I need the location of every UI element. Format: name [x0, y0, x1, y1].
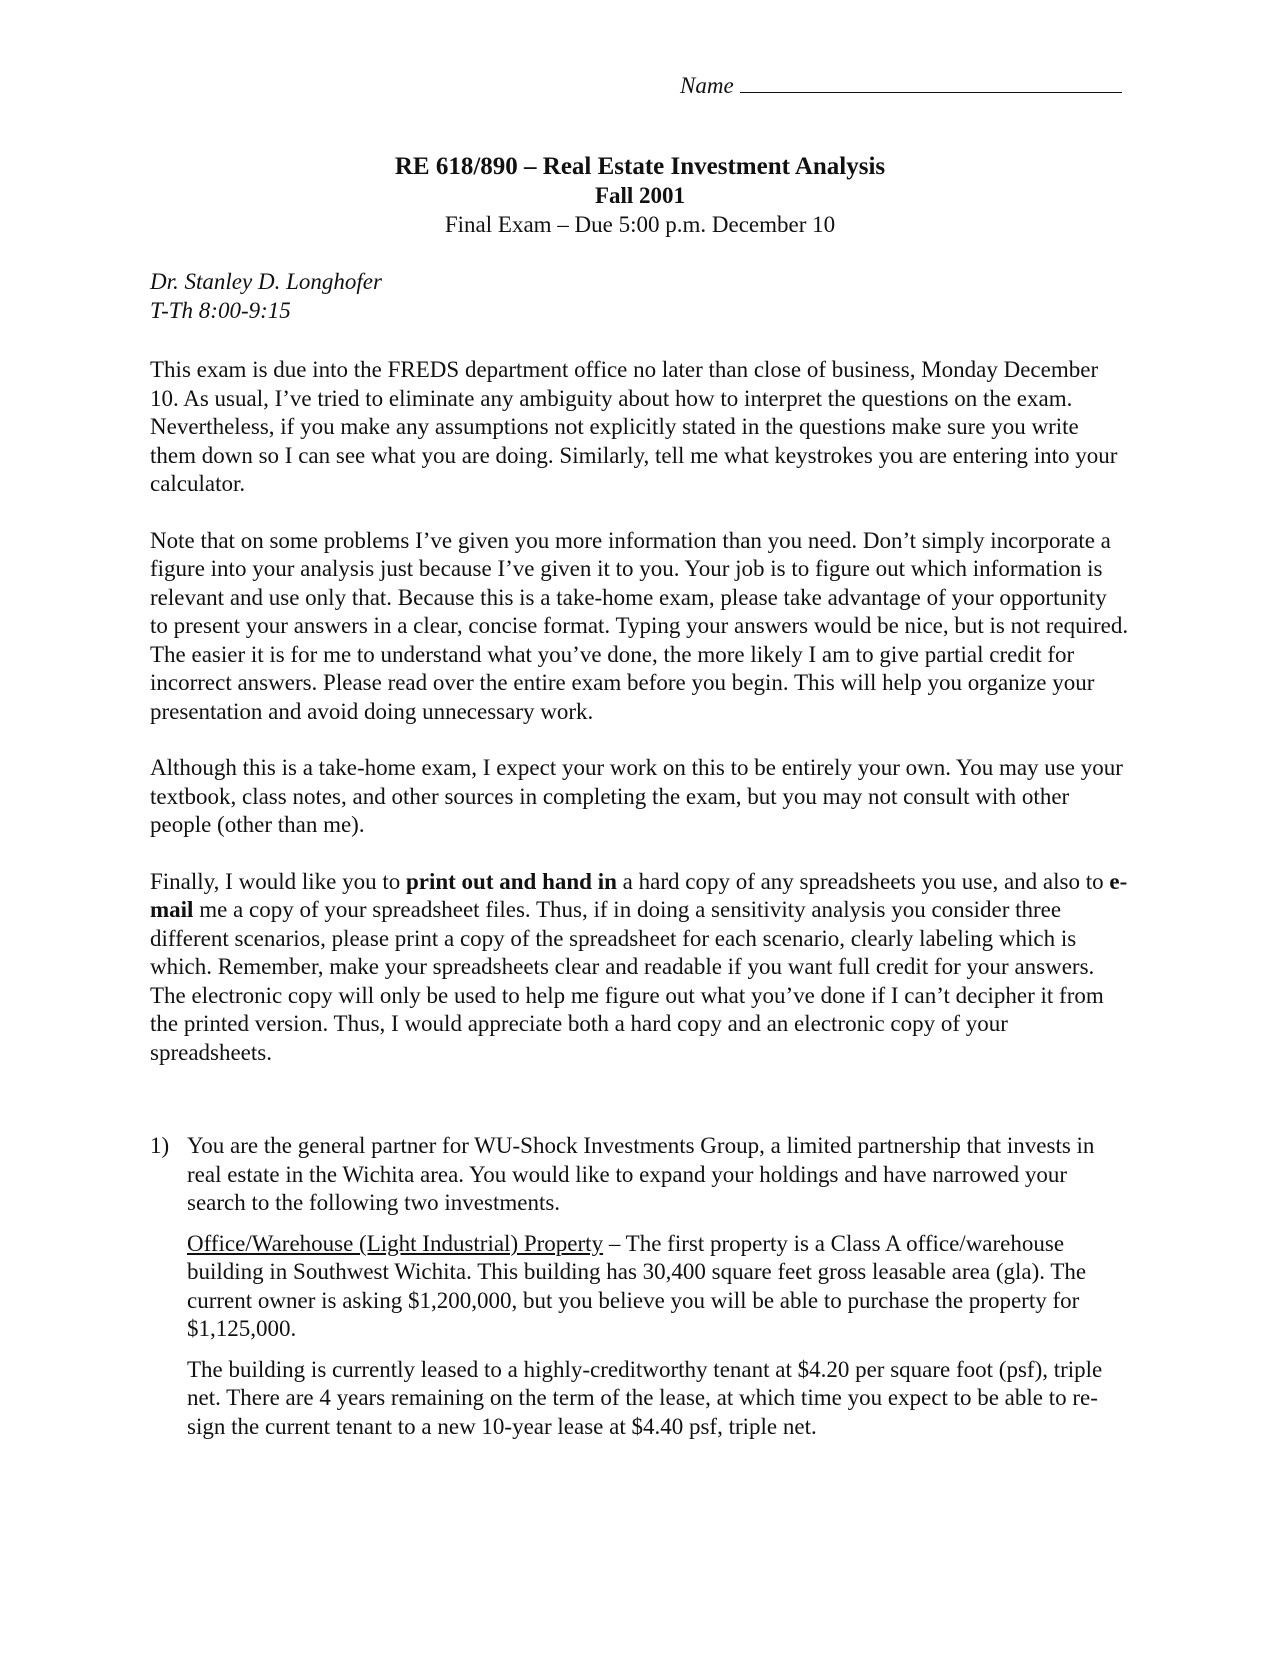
- p4-part1: Finally, I would like you to: [150, 868, 406, 894]
- course-title: RE 618/890 – Real Estate Investment Analysis: [394, 153, 886, 180]
- name-label: Name: [680, 73, 734, 98]
- property-description: [187, 1230, 1130, 1344]
- paragraph-own-work: Although this is a take-home exam, I expect your work on this to be entirely your own. You may use your textbook, class notes, and other sources in completing the exam, but you may not consult with other people (other than me).: [150, 755, 1123, 837]
- name-blank: [740, 72, 1122, 93]
- property-heading: Office/Warehouse (Light Industrial) Property: [187, 1230, 604, 1256]
- question-body: [187, 1132, 1130, 1441]
- question-intro: You are the general partner for WU-Shock Investments Group, a limited partnership that invests in real estate in the Wichita area. You would like to expand your holdings and have narrowed your search to the following two investments.: [187, 1133, 1095, 1215]
- paragraph-due: This exam is due into the FREDS department office no later than close of business, Monday December 10. As usual, I’ve tried to eliminate any ambiguity about how to interpret the questions on the exam. Nevertheless, if you make any assumptions not explicitly stated in the questions make sure you write them down so I can see what you are doing. Similarly, tell me what keystrokes you are entering into your calculator.: [150, 357, 1118, 496]
- p4-part2: a hard copy of any spreadsheets you use, and also to: [616, 868, 1110, 894]
- name-field-line: [680, 72, 1120, 101]
- class-schedule: T-Th 8:00-9:15: [150, 297, 291, 323]
- paragraph-information: Note that on some problems I’ve given you more information than you need. Don’t simply incorporate a figure into your analysis just because I’ve given it to you. Your job is to figure out which information is relevant and use only that. Because this is a take-home exam, please take advantage of your opportunity to present your answers in a clear, concise format. Typing your answers would be nice, but is not required. The easier it is for me to understand what you’ve done, the more likely I am to give partial credit for incorrect answers. Please read over the entire exam before you begin. This will help you organize your presentation and avoid doing unnecessary work.: [150, 527, 1129, 724]
- instructor-block: [150, 268, 382, 325]
- p4-part3: me a copy of your spreadsheet files. Thus, if in doing a sensitivity analysis you consider three different scenarios, please print a copy of the spreadsheet for each scenario, clearly labeling which is which. Remember, make your spreadsheets clear and readable if you want full credit for your answers. The electronic copy will only be used to help me figure out what you’ve done if I can’t decipher it from the printed version. Thus, I would appreciate both a hard copy and an electronic copy of your spreadsheets.: [150, 897, 1104, 1065]
- instructions: [150, 356, 1130, 1095]
- term: Fall 2001: [594, 183, 686, 208]
- lease-description: The building is currently leased to a highly-creditworthy tenant at $4.20 per square foot (psf), triple net. There are 4 years remaining on the term of the lease, at which time you expect to be able to re-sign the current tenant to a new 10-year lease at $4.40 psf, triple net.: [187, 1356, 1103, 1439]
- due-date: Final Exam – Due 5:00 p.m. December 10: [444, 212, 836, 237]
- p4-bold-print: print out and hand in: [405, 868, 617, 894]
- paragraph-spreadsheets: [150, 868, 1130, 1068]
- property-text: – The first property is a Class A office/warehouse building in Southwest Wichita. This building has 30,400 square feet gross leasable area (gla). The current owner is asking $1,200,000, but you believe you will be able to purchase the property for $1,125,000.: [187, 1230, 1087, 1341]
- question-1: [150, 1132, 1130, 1453]
- question-number: 1): [150, 1133, 170, 1158]
- instructor-name: Dr. Stanley D. Longhofer: [150, 269, 382, 294]
- title-block: [0, 152, 1280, 240]
- p4-bold-email: e-mail: [150, 868, 1128, 922]
